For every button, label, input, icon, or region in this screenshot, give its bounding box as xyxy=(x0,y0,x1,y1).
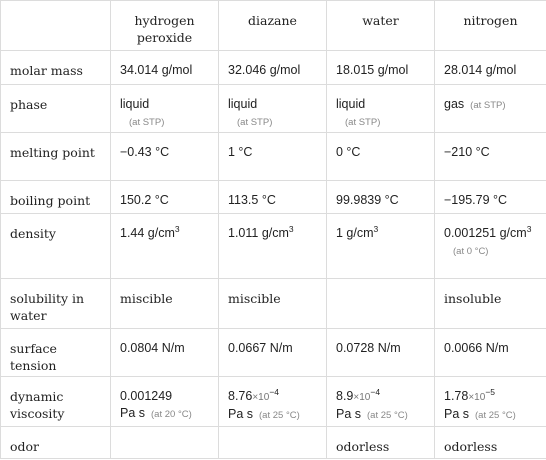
row-label: solubility in water xyxy=(1,279,111,329)
condition-note: (at STP) xyxy=(237,117,273,128)
value-cell xyxy=(219,427,327,459)
unit-text: Pa s xyxy=(228,407,254,421)
row-density xyxy=(1,214,546,279)
value-text: 8.9 xyxy=(336,389,354,403)
value-text: 1.44 g/cm xyxy=(120,226,175,240)
row-phase xyxy=(1,85,546,133)
value-cell: −210 °C xyxy=(435,133,546,181)
value-cell: miscible xyxy=(219,279,327,329)
condition-note: (at STP) xyxy=(129,117,165,128)
times-ten: ×10 xyxy=(353,392,371,403)
value-text: liquid xyxy=(120,97,150,111)
row-label: density xyxy=(1,214,111,279)
value-cell: −0.43 °C xyxy=(111,133,219,181)
value-cell: 28.014 g/mol xyxy=(435,51,546,85)
exponent: 3 xyxy=(373,223,379,234)
value-cell: 18.015 g/mol xyxy=(327,51,435,85)
value-cell xyxy=(219,214,327,279)
row-label: boiling point xyxy=(1,181,111,214)
value-text: 1.78 xyxy=(444,389,469,403)
value-cell: −195.79 °C xyxy=(435,181,546,214)
times-ten: ×10 xyxy=(252,392,270,403)
row-molar-mass xyxy=(1,51,546,85)
unit-text: Pa s xyxy=(444,407,470,421)
condition-note: (at 0 °C) xyxy=(453,246,489,257)
column-header-nitrogen: nitrogen xyxy=(435,1,546,51)
row-label: odor xyxy=(1,427,111,459)
row-label: melting point xyxy=(1,133,111,181)
value-cell: 150.2 °C xyxy=(111,181,219,214)
row-label: molar mass xyxy=(1,51,111,85)
value-text: 0.001249 xyxy=(120,389,173,403)
value-cell xyxy=(435,85,546,133)
condition-note: (at STP) xyxy=(345,117,381,128)
column-header-water: water xyxy=(327,1,435,51)
value-cell xyxy=(435,214,546,279)
exponent: −4 xyxy=(370,386,381,397)
row-label: surface tension xyxy=(1,329,111,377)
row-label: dynamic viscosity xyxy=(1,377,111,427)
value-text: gas xyxy=(444,97,465,111)
value-text: 8.76 xyxy=(228,389,253,403)
column-header-diazane: diazane xyxy=(219,1,327,51)
value-cell xyxy=(327,214,435,279)
value-cell: 34.014 g/mol xyxy=(111,51,219,85)
times-ten: ×10 xyxy=(468,392,486,403)
value-cell: 113.5 °C xyxy=(219,181,327,214)
value-cell xyxy=(327,377,435,427)
value-cell: 0 °C xyxy=(327,133,435,181)
row-label: phase xyxy=(1,85,111,133)
condition-note: (at 25 °C) xyxy=(475,410,516,421)
value-cell: insoluble xyxy=(435,279,546,329)
exponent: 3 xyxy=(288,223,294,234)
value-cell xyxy=(327,279,435,329)
value-text: liquid xyxy=(336,97,366,111)
condition-note: (at 25 °C) xyxy=(259,410,300,421)
value-cell xyxy=(111,377,219,427)
value-cell xyxy=(111,427,219,459)
value-cell: odorless xyxy=(327,427,435,459)
value-cell xyxy=(435,377,546,427)
value-cell xyxy=(111,214,219,279)
value-cell xyxy=(219,85,327,133)
unit-text: Pa s xyxy=(336,407,362,421)
column-header-hydrogen-peroxide: hydrogen peroxide xyxy=(111,1,219,51)
value-cell: 0.0667 N/m xyxy=(219,329,327,377)
value-text: 0.001251 g/cm xyxy=(444,226,527,240)
value-cell xyxy=(219,377,327,427)
condition-note: (at 25 °C) xyxy=(367,410,408,421)
value-text: liquid xyxy=(228,97,258,111)
value-cell: miscible xyxy=(111,279,219,329)
row-surface-tension xyxy=(1,329,546,377)
value-cell xyxy=(327,85,435,133)
value-cell xyxy=(111,85,219,133)
condition-note: (at 20 °C) xyxy=(151,409,192,420)
value-cell: odorless xyxy=(435,427,546,459)
exponent: 3 xyxy=(174,223,180,234)
row-solubility xyxy=(1,279,546,329)
corner-cell xyxy=(1,1,111,51)
row-odor xyxy=(1,427,546,459)
header-row xyxy=(1,1,546,51)
value-cell: 0.0066 N/m xyxy=(435,329,546,377)
value-cell: 1 °C xyxy=(219,133,327,181)
value-cell: 0.0804 N/m xyxy=(111,329,219,377)
value-text: 1.011 g/cm xyxy=(228,226,289,240)
exponent: −5 xyxy=(485,386,496,397)
value-cell: 32.046 g/mol xyxy=(219,51,327,85)
row-boiling-point xyxy=(1,181,546,214)
condition-note: (at STP) xyxy=(470,100,506,111)
value-cell: 0.0728 N/m xyxy=(327,329,435,377)
value-text: 1 g/cm xyxy=(336,226,374,240)
row-melting-point xyxy=(1,133,546,181)
value-cell: 99.9839 °C xyxy=(327,181,435,214)
row-dynamic-viscosity xyxy=(1,377,546,427)
exponent: 3 xyxy=(526,223,532,234)
unit-text: Pa s xyxy=(120,406,146,420)
exponent: −4 xyxy=(269,386,280,397)
